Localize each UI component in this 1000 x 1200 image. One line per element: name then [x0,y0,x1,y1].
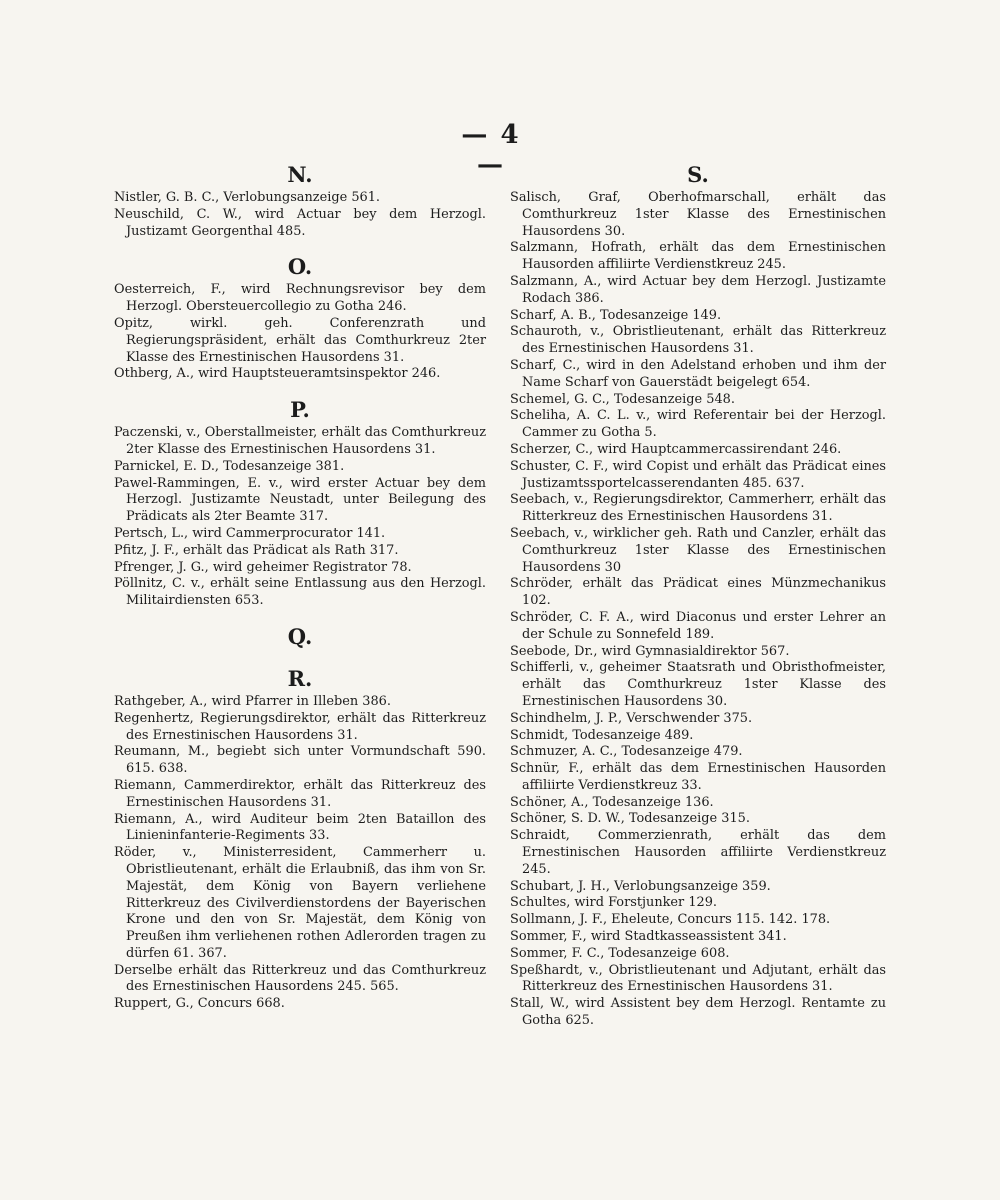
section-letter: S. [687,162,709,187]
index-entry: Pöllnitz, C. v., erhält seine Entlassung aus den Herzogl. Militairdiensten 653. [114,576,486,609]
index-entry: Sollmann, J. F., Eheleute, Concurs 115. 142. 178. [510,912,831,928]
index-entry: Nistler, G. B. C., Verlobungsanzeige 561. [114,190,381,205]
index-entry: Ruppert, G., Concurs 668. [114,996,285,1012]
index-entry: Röder, v., Ministerresident, Cammerherr u. Obristlieutenant, erhält die Erlaubniß, das ihm von Sr. Majestät, dem König von Bayern verliehene Ritterkreuz des Civilverdienstordens der Bayerischen Krone und den von Sr. Majestät, dem König von Preußen ihm verliehenen rothen Adlerorden tragen zu dürfen 61. 367. [114,845,486,961]
index-entry: Regenhertz, Regierungsdirektor, erhält das Ritterkreuz des Ernestinischen Hausordens 31. [114,710,486,743]
index-entry: Rathgeber, A., wird Pfarrer in Illeben 386. [114,693,391,709]
index-entry: Paczenski, v., Oberstallmeister, erhält das Comthurkreuz 2ter Klasse des Ernestinischen Hausordens 31. [114,425,486,457]
index-entry: Scharf, A. B., Todesanzeige 149. [510,307,722,323]
section-letter: O. [287,254,313,280]
index-entry: Speßhardt, v., Obristlieutenant und Adjutant, erhält das Ritterkreuz des Ernestinischen Hausordens 31. [510,962,886,995]
index-entry: Neuschild, C. W., wird Actuar bey dem Herzogl. Justizamt Georgenthal 485. [114,206,486,239]
index-entry: Schauroth, v., Obristlieutenant, erhält das Ritterkreuz des Ernestinischen Hausordens 31. [510,324,886,357]
index-entry: Salisch, Graf, Oberhofmarschall, erhält das Comthurkreuz 1ster Klasse des Ernestinischen Hausordens 30. [510,190,886,239]
index-entry: Salzmann, A., wird Actuar bey dem Herzogl. Justizamte Rodach 386. [510,273,886,306]
index-entry: Schraidt, Commerzienrath, erhält das dem Ernestinischen Hausorden affiliirte Verdienstkreuz 245. [510,828,886,877]
index-entry: Schubart, J. H., Verlobungsanzeige 359. [510,878,771,894]
index-entry: Schöner, A., Todesanzeige 136. [510,794,714,810]
left-column [114,160,486,1013]
index-entry: Pfitz, J. F., erhält das Prädicat als Rath 317. [114,542,399,558]
index-entry: Oesterreich, F., wird Rechnungsrevisor bey dem Herzogl. Obersteuercollegio zu Gotha 246. [114,282,486,315]
index-entry: Schemel, G. C., Todesanzeige 548. [510,391,735,407]
index-entry: Pawel-Rammingen, E. v., wird erster Actuar bey dem Herzogl. Justizamte Neustadt, unter Beilegung des Prädicats als 2ter Beamte 317. [114,475,486,525]
right-column [510,160,886,1030]
index-entry: Seebach, v., wirklicher geh. Rath und Canzler, erhält das Comthurkreuz 1ster Klasse des Ernestinischen Hausordens 30 [510,525,886,575]
index-entry: Riemann, A., wird Auditeur beim 2ten Bataillon des Linieninfanterie-Regiments 33. [114,811,486,844]
index-entry: Schröder, C. F. A., wird Diaconus und erster Lehrer an der Schule zu Sonnefeld 189. [510,609,886,642]
index-entry: Seebach, v., Regierungsdirektor, Cammerherr, erhält das Ritterkreuz des Ernestinischen Hausordens 31. [510,492,886,525]
index-entry: Seebode, Dr., wird Gymnasialdirektor 567. [510,643,790,659]
index-entry: Schifferli, v., geheimer Staatsrath und Obristhofmeister, erhält das Comthurkreuz 1ster Klasse des Ernestinischen Hausordens 30. [510,660,886,709]
index-entry: Schnür, F., erhält das dem Ernestinischen Hausorden affiliirte Verdienstkreuz 33. [510,761,886,793]
index-entry: Scherzer, C., wird Hauptcammercassirendant 246. [510,441,842,457]
index-entry: Schmuzer, A. C., Todesanzeige 479. [510,744,743,760]
page-number: — 4 — [461,120,521,180]
section-letter: R. [287,665,313,691]
index-entry: Derselbe erhält das Ritterkreuz und das Comthurkreuz des Ernestinischen Hausordens 245. 565. [114,962,486,995]
index-entry: Schmidt, Todesanzeige 489. [510,727,694,743]
index-entry: Opitz, wirkl. geh. Conferenzrath und Regierungspräsident, erhält das Comthurkreuz 2ter Klasse des Ernestinischen Hausordens 31. [114,315,486,365]
section-letter: Q. [287,623,313,649]
index-entry: Scharf, C., wird in den Adelstand erhoben und ihm der Name Scharf von Gauerstädt beigelegt 654. [510,357,886,390]
index-entry: Reumann, M., begiebt sich unter Vormundschaft 590. 615. 638. [114,744,486,777]
index-entry: Schuster, C. F., wird Copist und erhält das Prädicat eines Justizamtssportelcasserendanten 485. 637. [510,458,886,491]
index-entry: Salzmann, Hofrath, erhält das dem Ernestinischen Hausorden affiliirte Verdienstkreuz 245. [510,240,886,273]
index-entry: Othberg, A., wird Hauptsteueramtsinspektor 246. [114,366,441,382]
index-entry: Sommer, F., wird Stadtkasseassistent 341. [510,929,787,945]
index-entry: Schindhelm, J. P., Verschwender 375. [510,710,753,726]
index-entry: Schöner, S. D. W., Todesanzeige 315. [510,811,750,827]
index-entry: Riemann, Cammerdirektor, erhält das Ritterkreuz des Ernestinischen Hausordens 31. [114,777,486,810]
index-entry: Pfrenger, J. G., wird geheimer Registrator 78. [114,559,412,575]
index-entry: Schultes, wird Forstjunker 129. [510,895,718,911]
index-entry: Stall, W., wird Assistent bey dem Herzogl. Rentamte zu Gotha 625. [510,996,886,1029]
section-letter: N. [287,162,313,187]
index-entry: Parnickel, E. D., Todesanzeige 381. [114,458,345,474]
index-entry: Scheliha, A. C. L. v., wird Referentair bei der Herzogl. Cammer zu Gotha 5. [510,408,886,441]
index-entry: Schröder, erhält das Prädicat eines Münzmechanikus 102. [510,576,886,609]
index-entry: Pertsch, L., wird Cammerprocurator 141. [114,525,386,541]
index-entry: Sommer, F. C., Todesanzeige 608. [510,945,730,961]
section-letter: P. [290,397,310,423]
